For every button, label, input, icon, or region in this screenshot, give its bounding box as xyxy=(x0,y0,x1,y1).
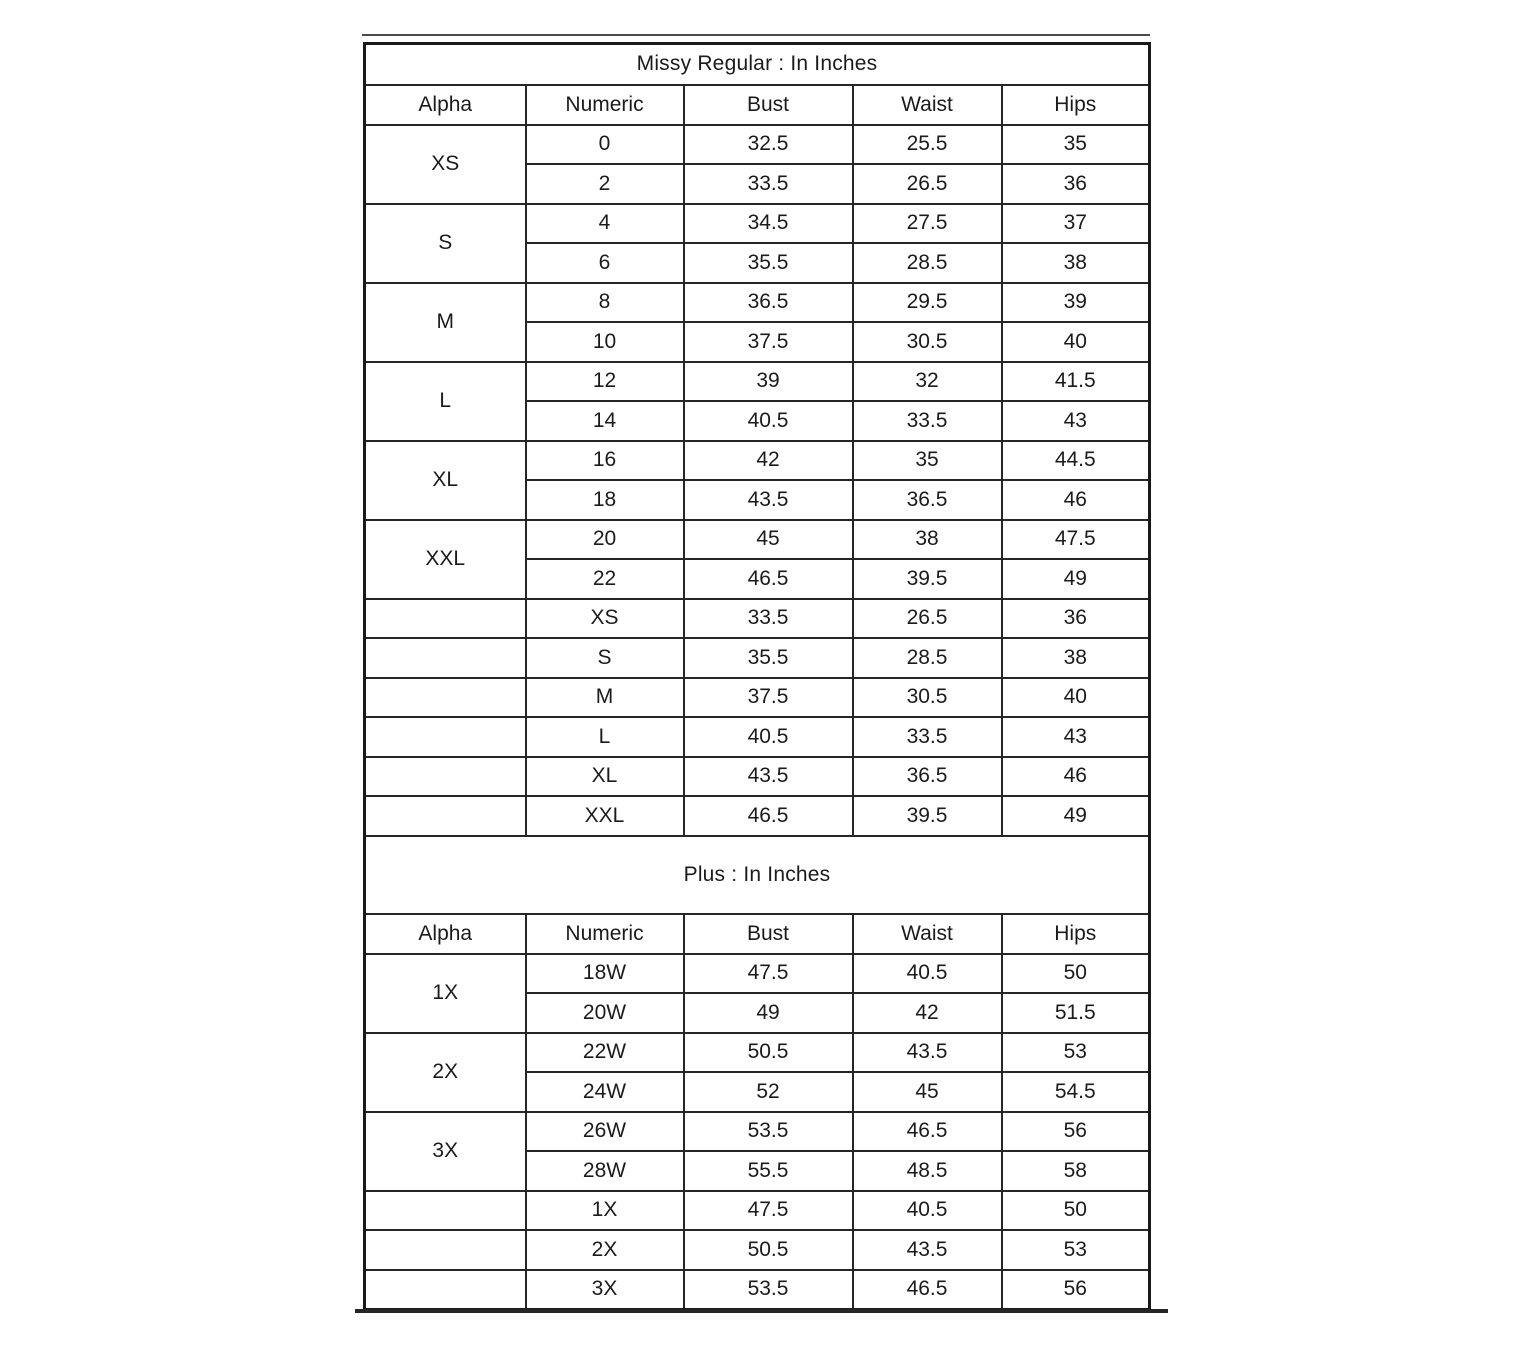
plus-section-title: Plus : In Inches xyxy=(365,836,1150,914)
waist-cell: 26.5 xyxy=(853,599,1002,639)
alpha-empty-cell xyxy=(365,717,526,757)
table-row xyxy=(365,796,1150,836)
waist-cell: 42 xyxy=(853,993,1002,1033)
numeric-size-cell: 3X xyxy=(526,1270,684,1310)
hips-cell: 53 xyxy=(1002,1230,1150,1270)
table-row xyxy=(365,678,1150,718)
missy-section-title: Missy Regular : In Inches xyxy=(365,44,1150,85)
numeric-size-cell: XS xyxy=(526,599,684,639)
numeric-size-cell: 14 xyxy=(526,401,684,441)
alpha-empty-cell xyxy=(365,1270,526,1310)
numeric-size-cell: 22 xyxy=(526,559,684,599)
numeric-size-cell: 2X xyxy=(526,1230,684,1270)
numeric-size-cell: XXL xyxy=(526,796,684,836)
bust-cell: 55.5 xyxy=(684,1151,853,1191)
table-row xyxy=(365,362,1150,402)
waist-cell: 48.5 xyxy=(853,1151,1002,1191)
table-row xyxy=(365,520,1150,560)
waist-cell: 39.5 xyxy=(853,559,1002,599)
waist-cell: 43.5 xyxy=(853,1230,1002,1270)
waist-cell: 33.5 xyxy=(853,401,1002,441)
numeric-size-cell: S xyxy=(526,638,684,678)
table-row xyxy=(365,757,1150,797)
table-row xyxy=(365,283,1150,323)
numeric-size-cell: 12 xyxy=(526,362,684,402)
hips-cell: 58 xyxy=(1002,1151,1150,1191)
hips-cell: 36 xyxy=(1002,599,1150,639)
waist-cell: 38 xyxy=(853,520,1002,560)
bust-cell: 39 xyxy=(684,362,853,402)
size-chart-table-wrap xyxy=(363,42,1148,1311)
numeric-size-cell: 10 xyxy=(526,322,684,362)
section-gap-row xyxy=(365,836,1150,914)
alpha-size-cell: S xyxy=(365,204,526,283)
numeric-size-cell: 8 xyxy=(526,283,684,323)
table-row xyxy=(365,1191,1150,1231)
col-header-bust: Bust xyxy=(684,85,853,125)
waist-cell: 40.5 xyxy=(853,954,1002,994)
table-header-row xyxy=(365,85,1150,125)
numeric-size-cell: XL xyxy=(526,757,684,797)
hips-cell: 43 xyxy=(1002,717,1150,757)
waist-cell: 36.5 xyxy=(853,480,1002,520)
col-header-hips: Hips xyxy=(1002,914,1150,954)
bust-cell: 42 xyxy=(684,441,853,481)
numeric-size-cell: 28W xyxy=(526,1151,684,1191)
bust-cell: 35.5 xyxy=(684,638,853,678)
hips-cell: 39 xyxy=(1002,283,1150,323)
bust-cell: 32.5 xyxy=(684,125,853,165)
numeric-size-cell: M xyxy=(526,678,684,718)
numeric-size-cell: 22W xyxy=(526,1033,684,1073)
numeric-size-cell: 0 xyxy=(526,125,684,165)
bust-cell: 34.5 xyxy=(684,204,853,244)
hips-cell: 40 xyxy=(1002,678,1150,718)
waist-cell: 43.5 xyxy=(853,1033,1002,1073)
table-row xyxy=(365,125,1150,165)
waist-cell: 25.5 xyxy=(853,125,1002,165)
table-header-row xyxy=(365,914,1150,954)
alpha-empty-cell xyxy=(365,599,526,639)
waist-cell: 35 xyxy=(853,441,1002,481)
table-row xyxy=(365,1230,1150,1270)
col-header-bust: Bust xyxy=(684,914,853,954)
table-row xyxy=(365,1033,1150,1073)
bust-cell: 53.5 xyxy=(684,1270,853,1310)
numeric-size-cell: 4 xyxy=(526,204,684,244)
waist-cell: 33.5 xyxy=(853,717,1002,757)
hips-cell: 53 xyxy=(1002,1033,1150,1073)
hips-cell: 56 xyxy=(1002,1270,1150,1310)
col-header-numeric: Numeric xyxy=(526,914,684,954)
numeric-size-cell: 18 xyxy=(526,480,684,520)
numeric-size-cell: 20 xyxy=(526,520,684,560)
bust-cell: 46.5 xyxy=(684,559,853,599)
bust-cell: 52 xyxy=(684,1072,853,1112)
numeric-size-cell: 6 xyxy=(526,243,684,283)
bust-cell: 43.5 xyxy=(684,480,853,520)
numeric-size-cell: 18W xyxy=(526,954,684,994)
hips-cell: 37 xyxy=(1002,204,1150,244)
alpha-size-cell: L xyxy=(365,362,526,441)
table-row xyxy=(365,204,1150,244)
col-header-waist: Waist xyxy=(853,914,1002,954)
col-header-numeric: Numeric xyxy=(526,85,684,125)
waist-cell: 26.5 xyxy=(853,164,1002,204)
hips-cell: 54.5 xyxy=(1002,1072,1150,1112)
alpha-size-cell: XS xyxy=(365,125,526,204)
col-header-alpha: Alpha xyxy=(365,85,526,125)
bust-cell: 40.5 xyxy=(684,717,853,757)
col-header-alpha: Alpha xyxy=(365,914,526,954)
hips-cell: 43 xyxy=(1002,401,1150,441)
bust-cell: 50.5 xyxy=(684,1033,853,1073)
hips-cell: 49 xyxy=(1002,796,1150,836)
bust-cell: 37.5 xyxy=(684,678,853,718)
hips-cell: 56 xyxy=(1002,1112,1150,1152)
table-row xyxy=(365,1270,1150,1310)
waist-cell: 30.5 xyxy=(853,322,1002,362)
table-row xyxy=(365,717,1150,757)
alpha-empty-cell xyxy=(365,757,526,797)
waist-cell: 32 xyxy=(853,362,1002,402)
hips-cell: 49 xyxy=(1002,559,1150,599)
bust-cell: 33.5 xyxy=(684,164,853,204)
hips-cell: 47.5 xyxy=(1002,520,1150,560)
table-row xyxy=(365,441,1150,481)
bust-cell: 49 xyxy=(684,993,853,1033)
alpha-size-cell: 1X xyxy=(365,954,526,1033)
waist-cell: 36.5 xyxy=(853,757,1002,797)
waist-cell: 45 xyxy=(853,1072,1002,1112)
hips-cell: 36 xyxy=(1002,164,1150,204)
bust-cell: 46.5 xyxy=(684,796,853,836)
table-row xyxy=(365,954,1150,994)
bust-cell: 43.5 xyxy=(684,757,853,797)
waist-cell: 46.5 xyxy=(853,1270,1002,1310)
alpha-size-cell: 2X xyxy=(365,1033,526,1112)
hips-cell: 38 xyxy=(1002,638,1150,678)
alpha-empty-cell xyxy=(365,678,526,718)
hips-cell: 46 xyxy=(1002,757,1150,797)
bust-cell: 37.5 xyxy=(684,322,853,362)
bust-cell: 53.5 xyxy=(684,1112,853,1152)
table-row xyxy=(365,1112,1150,1152)
numeric-size-cell: L xyxy=(526,717,684,757)
waist-cell: 28.5 xyxy=(853,638,1002,678)
table-row xyxy=(365,638,1150,678)
hips-cell: 41.5 xyxy=(1002,362,1150,402)
waist-cell: 30.5 xyxy=(853,678,1002,718)
waist-cell: 27.5 xyxy=(853,204,1002,244)
alpha-empty-cell xyxy=(365,796,526,836)
col-header-hips: Hips xyxy=(1002,85,1150,125)
bust-cell: 47.5 xyxy=(684,1191,853,1231)
alpha-size-cell: XXL xyxy=(365,520,526,599)
table-row xyxy=(365,44,1150,85)
bust-cell: 35.5 xyxy=(684,243,853,283)
hips-cell: 38 xyxy=(1002,243,1150,283)
numeric-size-cell: 2 xyxy=(526,164,684,204)
numeric-size-cell: 24W xyxy=(526,1072,684,1112)
bust-cell: 50.5 xyxy=(684,1230,853,1270)
alpha-size-cell: XL xyxy=(365,441,526,520)
numeric-size-cell: 1X xyxy=(526,1191,684,1231)
col-header-waist: Waist xyxy=(853,85,1002,125)
hips-cell: 40 xyxy=(1002,322,1150,362)
bust-cell: 33.5 xyxy=(684,599,853,639)
bust-cell: 36.5 xyxy=(684,283,853,323)
numeric-size-cell: 16 xyxy=(526,441,684,481)
alpha-empty-cell xyxy=(365,638,526,678)
numeric-size-cell: 26W xyxy=(526,1112,684,1152)
waist-cell: 40.5 xyxy=(853,1191,1002,1231)
alpha-size-cell: 3X xyxy=(365,1112,526,1191)
table-row xyxy=(365,599,1150,639)
waist-cell: 39.5 xyxy=(853,796,1002,836)
alpha-empty-cell xyxy=(365,1230,526,1270)
bust-cell: 40.5 xyxy=(684,401,853,441)
hips-cell: 44.5 xyxy=(1002,441,1150,481)
hips-cell: 51.5 xyxy=(1002,993,1150,1033)
hips-cell: 46 xyxy=(1002,480,1150,520)
waist-cell: 29.5 xyxy=(853,283,1002,323)
hips-cell: 35 xyxy=(1002,125,1150,165)
numeric-size-cell: 20W xyxy=(526,993,684,1033)
bust-cell: 45 xyxy=(684,520,853,560)
hips-cell: 50 xyxy=(1002,1191,1150,1231)
bust-cell: 47.5 xyxy=(684,954,853,994)
bottom-edge-line xyxy=(355,1309,1168,1313)
size-chart-table xyxy=(363,42,1151,1311)
waist-cell: 28.5 xyxy=(853,243,1002,283)
alpha-size-cell: M xyxy=(365,283,526,362)
top-divider-line xyxy=(362,34,1150,36)
alpha-empty-cell xyxy=(365,1191,526,1231)
waist-cell: 46.5 xyxy=(853,1112,1002,1152)
hips-cell: 50 xyxy=(1002,954,1150,994)
